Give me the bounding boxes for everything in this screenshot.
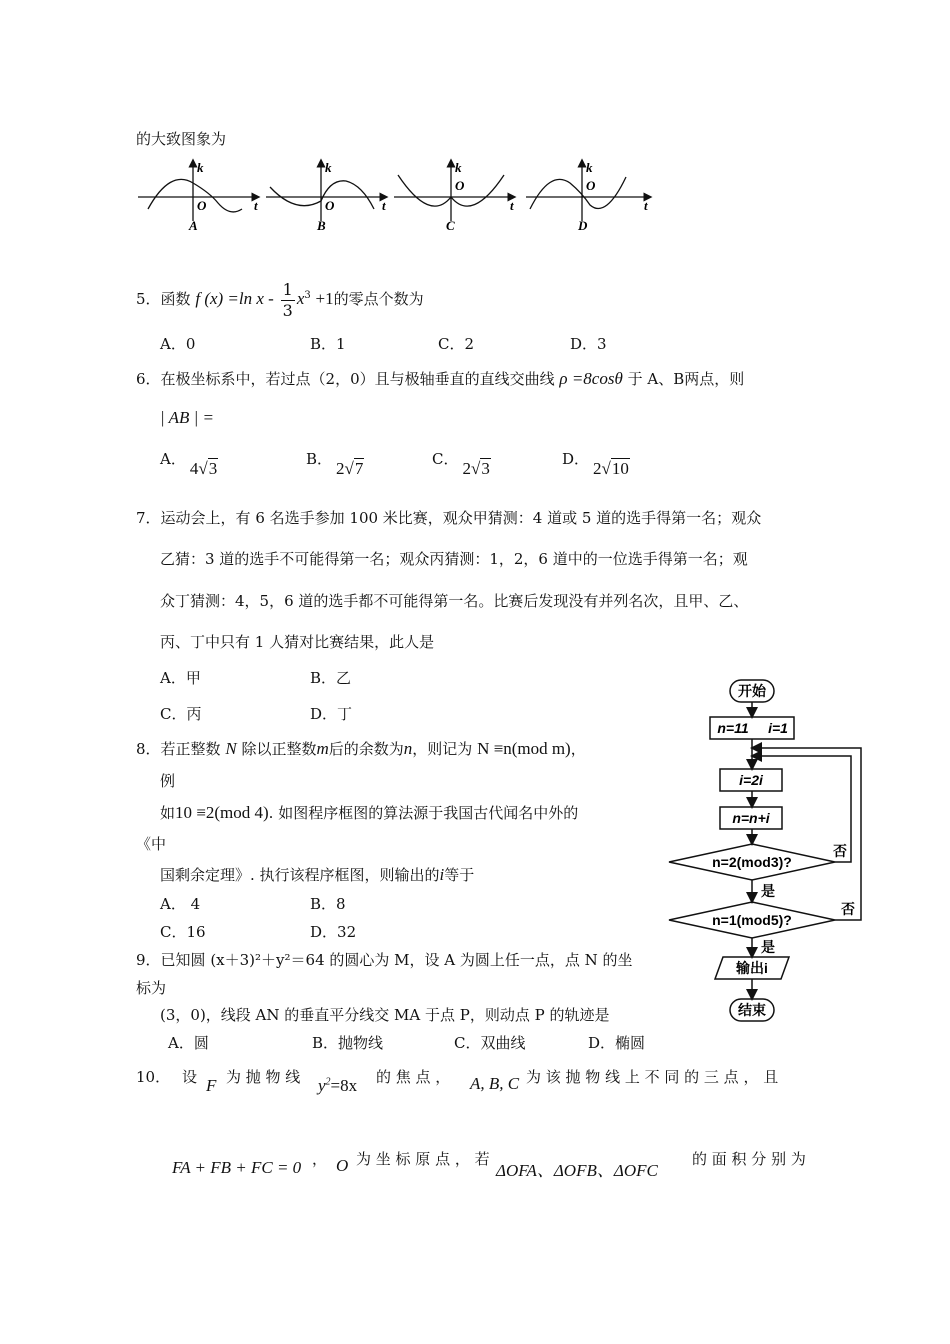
q8-line3: 如10 ≡2(mod 4). 如图程序框图的算法源于我国古代闻名中外的 [160, 803, 579, 822]
q7-option-c: C．丙 [160, 705, 202, 723]
q10-line1: 10． 设 F 为 抛 物 线 $y^2=8x$ 的 焦 点 ， A, B, C 为 该 抛 物 线 上 不 同 的 三 点 ， 且 [136, 1068, 779, 1095]
q5-fraction [281, 280, 295, 321]
graph-a [138, 160, 258, 233]
flow-output: 输出i [736, 960, 768, 976]
q7-option-a: A．甲 [160, 669, 201, 687]
flow-init-i: i=1 [768, 720, 788, 736]
q9-line3: (3，0)，线段 AN 的垂直平分线交 MA 于点 P，则动点 P 的轨迹是 [160, 1006, 610, 1024]
q5-option-b: B．1 [310, 335, 346, 353]
q8-option-c: C．16 [160, 923, 206, 941]
graph-option-label: C [446, 218, 455, 233]
q6-text1: 在极坐标系中，若过点（2，0）且与极轴垂直的直线交曲线 [160, 370, 555, 388]
axis-k-label: k [325, 160, 332, 175]
origin-label: O [455, 178, 465, 193]
graph-option-label: D [578, 218, 588, 233]
q5-plus1: +1 [315, 289, 334, 308]
q5-x: x [296, 289, 305, 308]
origin-label: O [586, 178, 596, 193]
axis-t-label: t [644, 198, 648, 213]
q8-line5: 国剩余定理》. 执行该程序框图，则输出的i等于 [160, 865, 475, 884]
q5-option-c: C．2 [438, 335, 475, 353]
q8-line2: 例 [160, 772, 176, 790]
intro-text: 的大致图象为 [136, 130, 227, 148]
q7-line3: 众丁猜测：4，5，6 道的选手都不可能得第一名。比赛后发现没有并列名次，且甲、乙、 [160, 592, 749, 610]
graph-option-label: A [189, 218, 198, 233]
graph-options-figure [130, 155, 660, 235]
flow-cond2: n=1(mod5)? [712, 912, 792, 928]
axis-t-label: t [510, 198, 514, 213]
flow-yes2: 是 [761, 939, 775, 955]
q7-line1: 7．运动会上，有 6 名选手参加 100 米比赛，观众甲猜测：4 道或 5 道的选手得第一名；观众 [136, 509, 762, 527]
question-6-line1 [136, 368, 744, 389]
q5-prefix: 函数 [160, 290, 191, 308]
q9-line2: 标为 [136, 979, 167, 997]
q5-fx: f (x) =ln x - [195, 289, 274, 308]
program-flowchart [655, 672, 870, 1027]
q5-option-d: D．3 [570, 335, 607, 353]
q5-frac-den: 3 [282, 300, 293, 320]
q8-option-d: D．32 [310, 923, 357, 941]
q5-sup: 3 [304, 290, 311, 301]
q7-line2: 乙猜：3 道的选手不可能得第一名；观众丙猜测：1，2，6 道中的一位选手得第一名；观 [160, 550, 748, 568]
q8-option-b: B．8 [310, 895, 346, 913]
flow-init-n: n=11 [717, 720, 749, 736]
q5-option-a: A．0 [160, 335, 196, 353]
q6-curve: ρ =8cosθ [559, 369, 623, 388]
q5-suffix: 的零点个数为 [333, 290, 424, 308]
q9-option-a: A．圆 [168, 1034, 209, 1052]
q8-line1: 8．若正整数 N 除以正整数m后的余数为n，则记为 N ≡n(mod m)， [136, 739, 586, 758]
q10-line2: FA + FB + FC = 0 ， O 为 坐 标 原 点 ， 若 ΔOFA、ΔOFB、ΔOFC 的 面 积 分 别 为 [172, 1150, 806, 1180]
flow-step2: n=n+i [732, 810, 770, 826]
q6-option-a: A． 4√3 [160, 450, 218, 478]
flow-start: 开始 [738, 683, 766, 699]
q6-text2: 于 A、B两点，则 [627, 370, 745, 388]
flow-no2: 否 [841, 901, 855, 917]
question-5 [136, 276, 424, 321]
q5-number: 5． [136, 290, 161, 308]
q9-option-c: C．双曲线 [454, 1034, 526, 1052]
flow-step1: i=2i [739, 772, 763, 788]
origin-label: O [197, 198, 207, 213]
origin-label: O [325, 198, 335, 213]
flow-yes1: 是 [761, 883, 775, 899]
q8-line4: 《中 [136, 835, 167, 853]
graph-c [394, 160, 514, 233]
axis-t-label: t [254, 198, 258, 213]
q6-option-c: C． 2√3 [432, 450, 490, 478]
q7-option-b: B．乙 [310, 669, 352, 687]
q6-ab: | AB | = [160, 408, 215, 427]
axis-k-label: k [455, 160, 462, 175]
flow-no1: 否 [833, 843, 847, 859]
q9-option-d: D．椭圆 [588, 1034, 646, 1052]
q6-option-b: B． 2√7 [306, 450, 364, 478]
q8-option-a: A． 4 [160, 895, 201, 913]
q5-frac-num: 1 [282, 279, 293, 299]
q6-option-d: D． 2√10 [562, 450, 629, 478]
q9-line1: 9．已知圆 (x＋3)²＋y²＝64 的圆心为 M，设 A 为圆上任一点，点 N 的坐 [136, 951, 633, 969]
axis-k-label: k [586, 160, 593, 175]
graph-option-label: B [317, 218, 326, 233]
q7-option-d: D．丁 [310, 705, 353, 723]
graph-d [526, 160, 650, 233]
q7-line4: 丙、丁中只有 1 人猜对比赛结果，此人是 [160, 633, 435, 651]
graph-b [266, 160, 386, 233]
axis-t-label: t [382, 198, 386, 213]
flow-end: 结束 [738, 1002, 766, 1018]
q9-option-b: B．抛物线 [312, 1034, 384, 1052]
flow-cond1: n=2(mod3)? [712, 854, 792, 870]
q6-number: 6． [136, 370, 161, 388]
axis-k-label: k [197, 160, 204, 175]
